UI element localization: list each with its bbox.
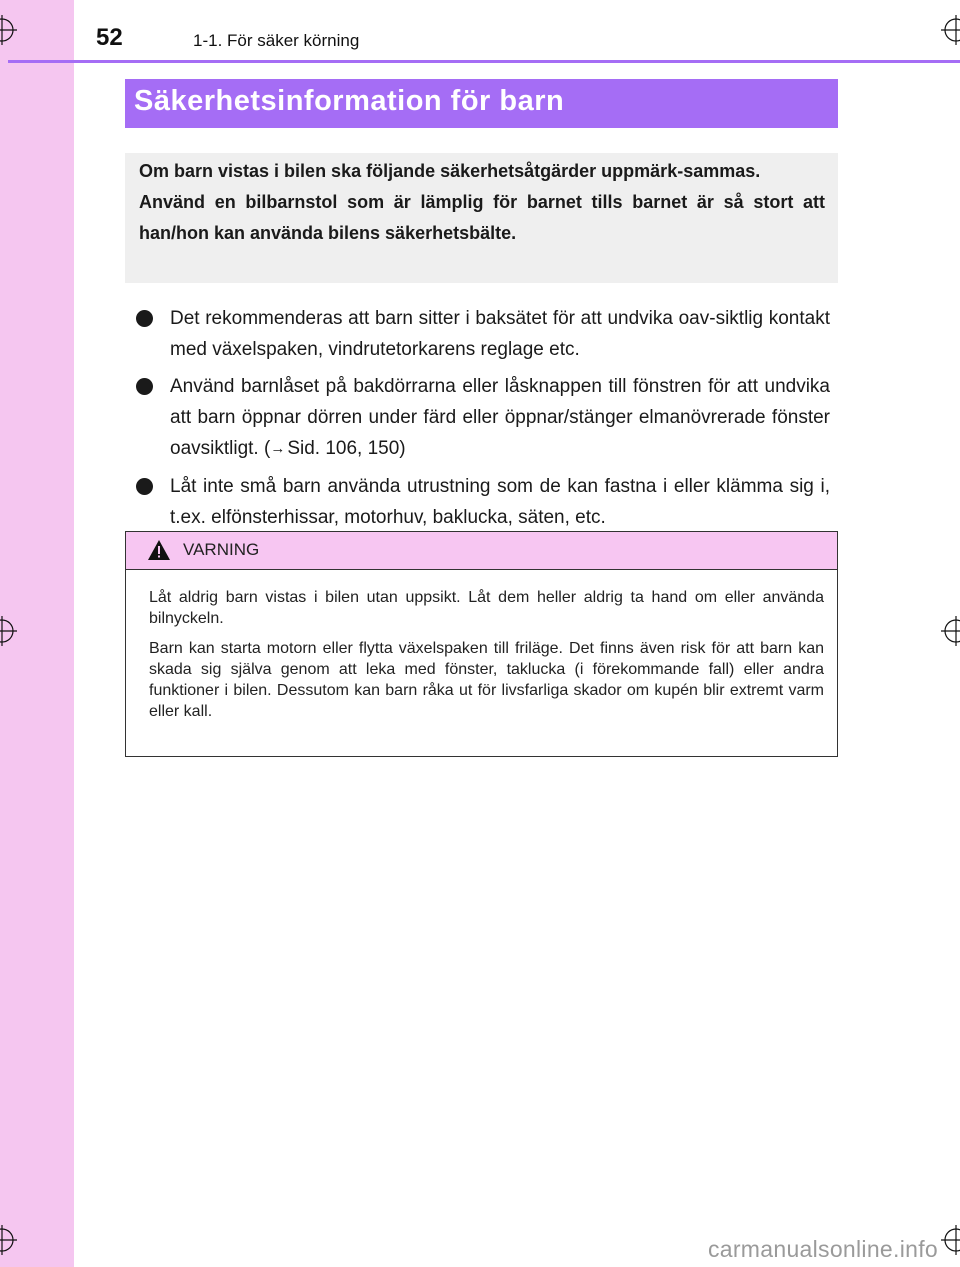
registration-mark-icon xyxy=(0,15,17,45)
registration-mark-icon xyxy=(941,15,960,45)
registration-mark-icon xyxy=(941,1225,960,1255)
page-reference-link[interactable]: Sid. 106, 150 xyxy=(287,438,400,459)
title-bar xyxy=(125,79,838,128)
registration-mark-icon xyxy=(0,616,17,646)
page-title: Säkerhetsinformation för barn xyxy=(134,85,565,117)
bullet-text: Låt inte små barn använda utrustning som de kan fastna i eller klämma sig i, t.ex. elfönsterhissar, motorhuv, baklucka, säten, etc. xyxy=(170,476,830,528)
bullet-dot-icon xyxy=(136,478,153,495)
bullet-text: Det rekommenderas att barn sitter i baksätet för att undvika oav-siktlig kontakt med växelspaken, vindrutetorkarens reglage etc. xyxy=(170,308,830,360)
warning-header xyxy=(126,532,837,570)
intro-box xyxy=(125,153,838,283)
bullet-dot-icon xyxy=(136,310,153,327)
page-number: 52 xyxy=(96,24,123,51)
bullet-dot-icon xyxy=(136,378,153,395)
bullet-list xyxy=(128,303,830,533)
registration-mark-icon xyxy=(941,616,960,646)
warning-label: VARNING xyxy=(183,540,260,559)
intro-text xyxy=(139,156,825,249)
warning-box xyxy=(125,531,838,757)
warning-paragraph: Barn kan starta motorn eller flytta växelspaken till friläge. Det finns även risk för att barn kan skada sig själva genom att leka med fönster, taklucka (i förekommande fall) eller andra funktioner i bilen. Dessutom kan barn råka ut för livsfarliga skador om kupén blir extremt varm eller kall. xyxy=(149,640,824,720)
section-label: 1-1. För säker körning xyxy=(193,31,360,50)
bullet-item xyxy=(128,471,830,533)
warning-paragraph: Låt aldrig barn vistas i bilen utan uppsikt. Låt dem heller aldrig ta hand om eller använda bilnyckeln. xyxy=(149,589,824,627)
arrow-right-icon: → xyxy=(270,440,286,457)
header-rule xyxy=(8,60,960,63)
intro-line-1: Om barn vistas i bilen ska följande säkerhetsåtgärder uppmärk-sammas. xyxy=(139,161,761,181)
warning-triangle-icon xyxy=(147,539,171,561)
bullet-text-end: ) xyxy=(399,438,406,459)
bullet-item xyxy=(128,303,830,365)
watermark: carmanualsonline.info xyxy=(707,1236,938,1262)
intro-line-2: Använd en bilbarnstol som är lämplig för barnet tills barnet är så stort att han/hon kan använda bilens säkerhetsbälte. xyxy=(139,192,825,243)
bullet-text: Använd barnlåset på bakdörrarna eller låsknappen till fönstren för att undvika att barn öppnar dörren under färd eller öppnar/stänger elmanövrerade fönster oavsiktligt. ( xyxy=(170,376,830,459)
registration-mark-icon xyxy=(0,1225,17,1255)
bullet-item xyxy=(128,371,830,465)
warning-body xyxy=(149,587,824,731)
